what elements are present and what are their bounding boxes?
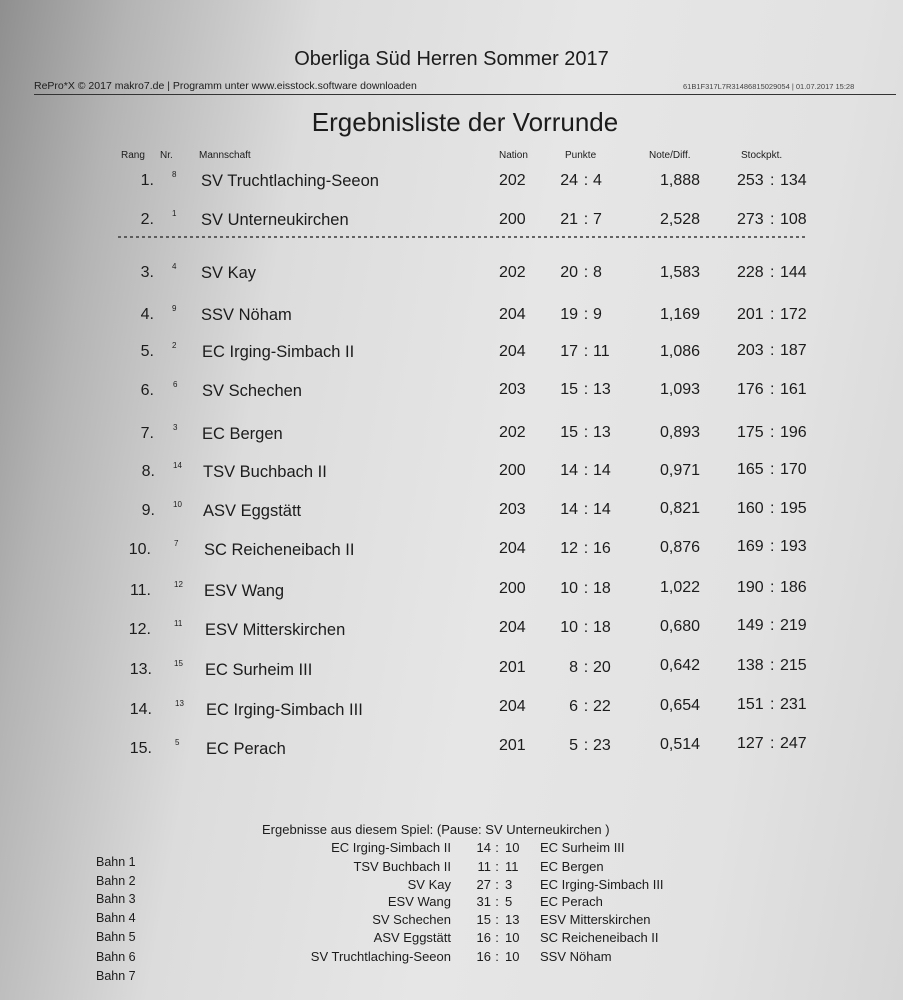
- stockpkt-for: 165: [737, 461, 764, 479]
- note-diff: 0,971: [660, 461, 701, 479]
- punkte-lost: 23: [593, 737, 611, 754]
- document-title: Oberliga Süd Herren Sommer 2017: [294, 48, 609, 70]
- bahn-label: Bahn 5: [96, 930, 136, 944]
- result-score-away: 5: [505, 894, 513, 909]
- header-note-diff: Note/Diff.: [649, 150, 691, 161]
- result-score-away: 10: [505, 949, 520, 964]
- punkte-won: 24: [560, 172, 578, 189]
- results-heading: Ergebnisse aus diesem Spiel: (Pause: SV Unterneukirchen ): [262, 822, 610, 837]
- stockpkt-sep: :: [770, 423, 775, 441]
- table-row: [0, 734, 903, 770]
- punkte-won: 17: [560, 342, 578, 360]
- result-score-sep: :: [495, 894, 499, 909]
- rank: 4.: [140, 306, 154, 323]
- note-diff: 1,169: [660, 306, 701, 323]
- punkte-sep: :: [583, 211, 589, 228]
- stockpkt-against: 196: [780, 423, 807, 441]
- table-row: [0, 499, 903, 532]
- rank: 8.: [141, 463, 155, 480]
- result-score-away: 3: [505, 877, 513, 892]
- punkte-won: 5: [569, 737, 578, 754]
- stockpkt-against: 172: [780, 306, 807, 323]
- punkte-sep: :: [583, 737, 589, 754]
- stockpkt-sep: :: [770, 264, 775, 281]
- note-diff: 0,654: [660, 696, 701, 714]
- stockpkt-sep: :: [770, 578, 775, 596]
- stockpkt-against: 195: [780, 499, 807, 517]
- table-row: [0, 343, 903, 373]
- stockpkt-sep: :: [770, 734, 775, 752]
- result-home-team: SV Schechen: [372, 912, 451, 927]
- table-row: [0, 306, 903, 336]
- team: EC Perach: [206, 740, 286, 758]
- result-home-team: SV Truchtlaching-Seeon: [310, 949, 451, 964]
- rank: 5.: [140, 343, 154, 360]
- note-diff: 1,583: [660, 264, 701, 281]
- punkte-won: 20: [560, 264, 578, 281]
- nr: 13: [175, 699, 184, 708]
- nation: 202: [499, 424, 526, 442]
- nation: 201: [499, 737, 526, 754]
- nr: 1: [172, 209, 177, 218]
- punkte-lost: 14: [593, 462, 611, 480]
- punkte-sep: :: [583, 698, 589, 716]
- note-diff: 1,093: [660, 381, 701, 399]
- result-score-sep: :: [495, 912, 499, 927]
- bahn-label: Bahn 4: [96, 911, 136, 925]
- nation: 204: [499, 698, 526, 716]
- rank: 1.: [140, 172, 154, 189]
- note-diff: 0,893: [660, 424, 701, 442]
- result-score-home: 31: [476, 894, 491, 909]
- punkte-won: 10: [560, 618, 578, 636]
- result-away-team: EC Surheim III: [540, 840, 625, 855]
- stockpkt-sep: :: [770, 306, 775, 323]
- stockpkt-sep: :: [770, 172, 775, 189]
- stockpkt-sep: :: [770, 461, 775, 479]
- punkte-sep: :: [583, 264, 589, 281]
- punkte-sep: :: [583, 618, 589, 636]
- stockpkt-for: 169: [737, 538, 764, 556]
- rank: 6.: [140, 382, 154, 399]
- stockpkt-against: 193: [780, 538, 807, 556]
- stockpkt-against: 215: [780, 656, 807, 674]
- software-credit: RePro*X © 2017 makro7.de | Programm unter www.eisstock.software downloaden: [34, 80, 417, 92]
- note-diff: 0,680: [660, 617, 701, 635]
- stockpkt-for: 176: [737, 380, 764, 398]
- bahn-label: Bahn 2: [96, 874, 136, 888]
- punkte-lost: 7: [593, 211, 602, 228]
- punkte-sep: :: [583, 172, 589, 189]
- punkte-won: 12: [560, 539, 578, 557]
- punkte-won: 6: [569, 698, 578, 716]
- result-away-team: EC Bergen: [540, 859, 604, 874]
- nr: 11: [174, 619, 183, 628]
- punkte-sep: :: [583, 342, 589, 360]
- stockpkt-against: 134: [780, 172, 807, 189]
- rank: 12.: [128, 621, 151, 638]
- punkte-won: 10: [560, 580, 578, 598]
- result-away-team: ESV Mitterskirchen: [540, 912, 651, 927]
- note-diff: 0,642: [660, 657, 701, 675]
- nr: 14: [173, 461, 182, 470]
- result-score-home: 16: [476, 949, 491, 964]
- stockpkt-for: 190: [737, 578, 764, 596]
- header-divider: [34, 94, 896, 95]
- stockpkt-sep: :: [770, 617, 775, 635]
- punkte-won: 15: [560, 424, 578, 442]
- punkte-lost: 13: [593, 381, 611, 399]
- header-nation: Nation: [499, 150, 528, 161]
- result-score-home: 27: [476, 877, 491, 892]
- result-score-sep: :: [495, 840, 499, 855]
- stockpkt-for: 203: [737, 342, 764, 360]
- stockpkt-for: 228: [737, 264, 764, 281]
- result-away-team: SSV Nöham: [540, 949, 612, 964]
- stockpkt-sep: :: [770, 656, 775, 674]
- punkte-lost: 9: [593, 306, 602, 323]
- result-away-team: SC Reicheneibach II: [540, 930, 659, 945]
- nation: 200: [499, 580, 526, 598]
- header-nr: Nr.: [160, 150, 173, 161]
- rank: 11.: [129, 582, 151, 599]
- result-score-sep: :: [495, 930, 499, 945]
- table-row: [0, 382, 903, 412]
- punkte-won: 21: [560, 211, 578, 228]
- punkte-sep: :: [583, 381, 589, 399]
- nation: 202: [499, 172, 526, 189]
- result-score-away: 10: [505, 840, 520, 855]
- punkte-won: 14: [560, 462, 578, 480]
- result-score-sep: :: [495, 859, 499, 874]
- nation: 204: [499, 539, 526, 557]
- stockpkt-against: 247: [780, 734, 807, 752]
- result-score-home: 14: [476, 840, 491, 855]
- team: ESV Wang: [204, 582, 285, 600]
- nation: 203: [499, 500, 526, 518]
- nr: 3: [173, 423, 178, 432]
- punkte-lost: 4: [593, 172, 602, 189]
- stockpkt-for: 175: [737, 423, 764, 441]
- team: EC Bergen: [202, 425, 283, 443]
- result-away-team: EC Perach: [540, 894, 603, 909]
- bahn-label: Bahn 6: [96, 950, 136, 964]
- nr: 6: [173, 380, 178, 389]
- header-stockpkt: Stockpkt.: [741, 150, 783, 161]
- team: SV Unterneukirchen: [201, 211, 349, 229]
- nation: 200: [499, 211, 526, 228]
- punkte-won: 8: [569, 658, 578, 676]
- punkte-lost: 14: [593, 500, 611, 518]
- punkte-lost: 11: [593, 342, 610, 360]
- rank: 13.: [129, 661, 152, 678]
- team: SC Reicheneibach II: [204, 541, 355, 559]
- nation: 201: [499, 658, 526, 676]
- nr: 7: [174, 539, 179, 548]
- team: SV Kay: [201, 264, 257, 282]
- stockpkt-against: 187: [780, 342, 807, 360]
- rank: 14.: [129, 701, 152, 718]
- team: SV Schechen: [202, 382, 302, 400]
- result-score-away: 10: [505, 930, 520, 945]
- stockpkt-sep: :: [770, 380, 775, 398]
- nation: 204: [499, 342, 526, 360]
- rank: 15.: [129, 740, 152, 757]
- result-score-sep: :: [495, 877, 499, 892]
- note-diff: 0,876: [660, 538, 701, 556]
- team: EC Irging-Simbach II: [202, 343, 355, 361]
- team: EC Surheim III: [205, 661, 313, 679]
- team: EC Irging-Simbach III: [206, 701, 363, 719]
- note-diff: 2,528: [660, 211, 701, 228]
- stockpkt-for: 127: [737, 734, 764, 752]
- note-diff: 1,086: [660, 342, 701, 360]
- note-diff: 0,821: [660, 500, 701, 518]
- punkte-lost: 20: [593, 658, 611, 676]
- stockpkt-for: 201: [737, 306, 764, 323]
- result-home-team: SV Kay: [407, 877, 451, 892]
- stockpkt-for: 138: [737, 656, 764, 674]
- result-home-team: EC Irging-Simbach II: [331, 840, 451, 855]
- nr: 12: [174, 580, 183, 589]
- table-row: [0, 463, 903, 493]
- note-diff: 1,022: [660, 579, 701, 597]
- punkte-won: 19: [560, 306, 578, 323]
- note-diff: 0,514: [660, 735, 701, 753]
- stockpkt-against: 144: [780, 264, 807, 281]
- nr: 4: [172, 262, 177, 271]
- result-away-team: EC Irging-Simbach III: [540, 877, 664, 892]
- stockpkt-for: 253: [737, 172, 764, 189]
- table-row: [0, 578, 903, 612]
- stockpkt-sep: :: [770, 696, 775, 714]
- punkte-lost: 13: [593, 424, 611, 442]
- header-rang: Rang: [121, 150, 145, 161]
- team: ESV Mitterskirchen: [205, 621, 346, 639]
- nation: 202: [499, 264, 526, 281]
- punkte-won: 15: [560, 381, 578, 399]
- punkte-lost: 8: [593, 264, 602, 281]
- result-home-team: ASV Eggstätt: [373, 930, 451, 945]
- stockpkt-sep: :: [770, 342, 775, 360]
- stockpkt-against: 231: [780, 696, 807, 714]
- nation: 200: [499, 462, 526, 480]
- punkte-sep: :: [583, 306, 589, 323]
- rank: 9.: [141, 502, 155, 519]
- punkte-sep: :: [583, 539, 589, 557]
- stockpkt-against: 170: [780, 461, 807, 479]
- result-score-sep: :: [495, 949, 499, 964]
- stockpkt-for: 151: [737, 696, 764, 714]
- qualification-divider: [118, 236, 808, 238]
- team: SV Truchtlaching-Seeon: [201, 172, 379, 190]
- punkte-lost: 16: [593, 539, 611, 557]
- bahn-label: Bahn 7: [96, 969, 136, 983]
- result-home-team: ESV Wang: [387, 894, 451, 909]
- stockpkt-against: 161: [780, 380, 807, 398]
- rank: 3.: [140, 264, 154, 281]
- punkte-sep: :: [583, 500, 589, 518]
- team: TSV Buchbach II: [203, 463, 327, 481]
- rank: 2.: [140, 211, 154, 228]
- note-diff: 1,888: [660, 172, 701, 189]
- stockpkt-for: 160: [737, 499, 764, 517]
- punkte-lost: 18: [593, 580, 611, 598]
- document-id-timestamp: 61B1F317L7R31486815029054 | 01.07.2017 15:28: [683, 82, 855, 91]
- stockpkt-against: 108: [780, 211, 807, 228]
- punkte-sep: :: [583, 424, 589, 442]
- bahn-label: Bahn 1: [96, 855, 136, 869]
- table-row: [0, 617, 903, 651]
- stockpkt-sep: :: [770, 499, 775, 517]
- result-score-home: 16: [476, 930, 491, 945]
- rank: 7.: [140, 425, 154, 442]
- nation: 203: [499, 381, 526, 399]
- header-mannschaft: Mannschaft: [199, 150, 251, 161]
- nr: 2: [172, 341, 177, 350]
- table-row: [0, 538, 903, 571]
- punkte-lost: 22: [593, 698, 611, 716]
- punkte-sep: :: [583, 580, 589, 598]
- stockpkt-for: 149: [737, 617, 764, 635]
- punkte-sep: :: [583, 462, 589, 480]
- result-score-home: 11: [477, 859, 491, 874]
- punkte-won: 14: [560, 500, 578, 518]
- nation: 204: [499, 618, 526, 636]
- nr: 15: [174, 659, 183, 668]
- result-score-home: 15: [476, 912, 491, 927]
- nr: 5: [175, 738, 180, 747]
- header-punkte: Punkte: [565, 150, 597, 161]
- stockpkt-against: 219: [780, 617, 807, 635]
- result-score-away: 13: [505, 912, 520, 927]
- nr: 10: [173, 500, 182, 509]
- stockpkt-sep: :: [770, 211, 775, 228]
- rank: 10.: [128, 541, 151, 558]
- punkte-sep: :: [583, 658, 589, 676]
- document-subtitle: Ergebnisliste der Vorrunde: [311, 107, 619, 137]
- nation: 204: [499, 306, 526, 323]
- table-row: [0, 425, 903, 455]
- nr: 8: [172, 170, 177, 179]
- result-home-team: TSV Buchbach II: [353, 859, 451, 874]
- punkte-lost: 18: [593, 618, 611, 636]
- bahn-label: Bahn 3: [96, 892, 136, 906]
- team: ASV Eggstätt: [203, 502, 302, 520]
- stockpkt-for: 273: [737, 211, 764, 228]
- stockpkt-against: 186: [780, 578, 807, 596]
- table-row: [0, 264, 903, 294]
- table-row: [0, 172, 903, 202]
- nr: 9: [172, 304, 177, 313]
- table-row: [0, 656, 903, 691]
- team: SSV Nöham: [201, 306, 292, 324]
- table-row: [0, 696, 903, 731]
- stockpkt-sep: :: [770, 538, 775, 556]
- result-score-away: 11: [505, 859, 519, 874]
